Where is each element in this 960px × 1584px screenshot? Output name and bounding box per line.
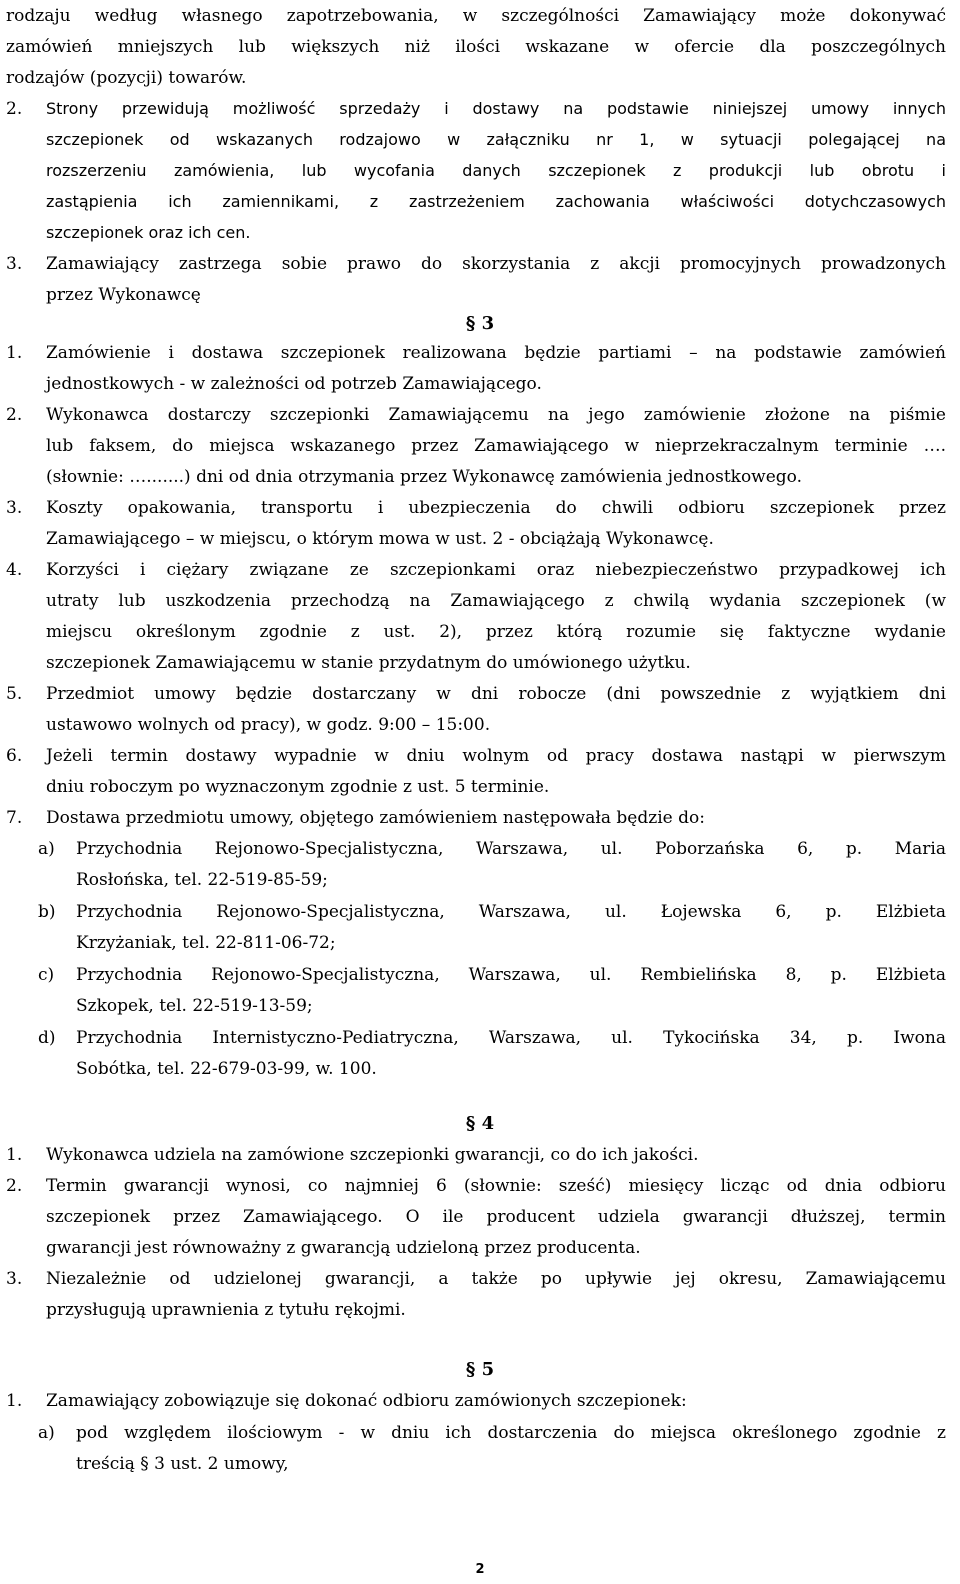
paragraph-line: Zamawiający zobowiązuje się dokonać odbioru zamówionych szczepionek: <box>46 1391 687 1411</box>
item-number: 3. <box>6 1269 23 1289</box>
item-number: 2. <box>6 405 23 425</box>
item-number: 2. <box>6 99 23 119</box>
paragraph-line: Korzyści i ciężary związane ze szczepionkami oraz niebezpieczeństwo przypadkowej ich <box>46 560 946 580</box>
item-letter: a) <box>38 1423 55 1443</box>
paragraph-line: Zamawiającego – w miejscu, o którym mowa w ust. 2 - obciążają Wykonawcę. <box>46 529 714 549</box>
section-heading: § 4 <box>465 1113 495 1134</box>
paragraph-line: lub faksem, do miejsca wskazanego przez Zamawiającego w nieprzekraczalnym terminie …. <box>46 436 946 456</box>
paragraph-line: Rosłońska, tel. 22-519-85-59; <box>76 870 328 890</box>
section-heading: § 5 <box>465 1359 495 1380</box>
paragraph-line: pod względem ilościowym - w dniu ich dostarczenia do miejsca określonego zgodnie z <box>76 1423 946 1443</box>
item-number: 3. <box>6 498 23 518</box>
paragraph-line: Niezależnie od udzielonej gwarancji, a także po upływie jej okresu, Zamawiającemu <box>46 1269 946 1289</box>
item-number: 6. <box>6 746 23 766</box>
item-letter: a) <box>38 839 55 859</box>
paragraph-line: Przedmiot umowy będzie dostarczany w dni robocze (dni powszednie z wyjątkiem dni <box>46 684 946 704</box>
paragraph-line: Zamówienie i dostawa szczepionek realizowana będzie partiami – na podstawie zamówień <box>46 343 946 363</box>
item-letter: b) <box>38 902 56 922</box>
paragraph-line: Przychodnia Rejonowo-Specjalistyczna, Warszawa, ul. Łojewska 6, p. Elżbieta <box>76 902 946 922</box>
item-number: 7. <box>6 808 23 828</box>
paragraph-line: Zamawiający zastrzega sobie prawo do skorzystania z akcji promocyjnych prowadzonych <box>46 254 946 274</box>
paragraph-line: Termin gwarancji wynosi, co najmniej 6 (słownie: sześć) miesięcy licząc od dnia odbioru <box>46 1176 946 1196</box>
item-letter: d) <box>38 1028 56 1048</box>
paragraph-line: Przychodnia Rejonowo-Specjalistyczna, Warszawa, ul. Rembielińska 8, p. Elżbieta <box>76 965 946 985</box>
item-number: 4. <box>6 560 23 580</box>
paragraph-line: rodzaju według własnego zapotrzebowania, w szczególności Zamawiający może dokonywać <box>6 6 946 26</box>
paragraph-line: rodzajów (pozycji) towarów. <box>6 68 247 88</box>
paragraph-line: zamówień mniejszych lub większych niż ilości wskazane w ofercie dla poszczególnych <box>6 37 946 57</box>
paragraph-line: Przychodnia Rejonowo-Specjalistyczna, Warszawa, ul. Poborzańska 6, p. Maria <box>76 839 946 859</box>
item-number: 2. <box>6 1176 23 1196</box>
section-heading: § 3 <box>465 313 495 334</box>
paragraph-line: treścią § 3 ust. 2 umowy, <box>76 1454 289 1474</box>
paragraph-line: przysługują uprawnienia z tytułu rękojmi. <box>46 1300 406 1320</box>
paragraph-line: Strony przewidują możliwość sprzedaży i dostawy na podstawie niniejszej umowy innych <box>46 99 946 118</box>
paragraph-line: Wykonawca dostarczy szczepionki Zamawiającemu na jego zamówienie złożone na piśmie <box>46 405 946 425</box>
paragraph-line: Jeżeli termin dostawy wypadnie w dniu wolnym od pracy dostawa nastąpi w pierwszym <box>46 746 946 766</box>
paragraph-line: przez Wykonawcę <box>46 285 201 305</box>
paragraph-line: utraty lub uszkodzenia przechodzą na Zamawiającego z chwilą wydania szczepionek (w <box>46 591 946 611</box>
paragraph-line: rozszerzeniu zamówienia, lub wycofania danych szczepionek z produkcji lub obrotu i <box>46 161 946 180</box>
paragraph-line: ustawowo wolnych od pracy), w godz. 9:00 – 15:00. <box>46 715 491 735</box>
paragraph-line: Sobótka, tel. 22-679-03-99, w. 100. <box>76 1059 377 1079</box>
item-letter: c) <box>38 965 55 985</box>
paragraph-line: szczepionek przez Zamawiającego. O ile producent udziela gwarancji dłuższej, termin <box>46 1207 946 1227</box>
item-number: 5. <box>6 684 23 704</box>
paragraph-line: Wykonawca udziela na zamówione szczepionki gwarancji, co do ich jakości. <box>46 1145 699 1165</box>
paragraph-line: szczepionek Zamawiającemu w stanie przydatnym do umówionego użytku. <box>46 653 691 673</box>
paragraph-line: Dostawa przedmiotu umowy, objętego zamówieniem następowała będzie do: <box>46 808 705 828</box>
paragraph-line: Koszty opakowania, transportu i ubezpieczenia do chwili odbioru szczepionek przez <box>46 498 946 518</box>
item-number: 3. <box>6 254 23 274</box>
paragraph-line: gwarancji jest równoważny z gwarancją udzieloną przez producenta. <box>46 1238 641 1258</box>
paragraph-line: Krzyżaniak, tel. 22-811-06-72; <box>76 933 336 953</box>
paragraph-line: jednostkowych - w zależności od potrzeb Zamawiającego. <box>46 374 542 394</box>
item-number: 1. <box>6 1391 23 1411</box>
paragraph-line: szczepionek od wskazanych rodzajowo w załączniku nr 1, w sytuacji polegającej na <box>46 130 946 149</box>
paragraph-line: dniu roboczym po wyznaczonym zgodnie z ust. 5 terminie. <box>46 777 550 797</box>
paragraph-line: Szkopek, tel. 22-519-13-59; <box>76 996 313 1016</box>
paragraph-line: (słownie: ….......) dni od dnia otrzymania przez Wykonawcę zamówienia jednostkowego. <box>46 467 803 487</box>
paragraph-line: szczepionek oraz ich cen. <box>46 223 251 242</box>
paragraph-line: miejscu określonym zgodnie z ust. 2), przez którą rozumie się faktyczne wydanie <box>46 622 946 642</box>
paragraph-line: zastąpienia ich zamiennikami, z zastrzeżeniem zachowania właściwości dotychczasowych <box>46 192 946 211</box>
page-number: 2 <box>475 1562 485 1577</box>
item-number: 1. <box>6 1145 23 1165</box>
item-number: 1. <box>6 343 23 363</box>
paragraph-line: Przychodnia Internistyczno-Pediatryczna, Warszawa, ul. Tykocińska 34, p. Iwona <box>76 1028 946 1048</box>
